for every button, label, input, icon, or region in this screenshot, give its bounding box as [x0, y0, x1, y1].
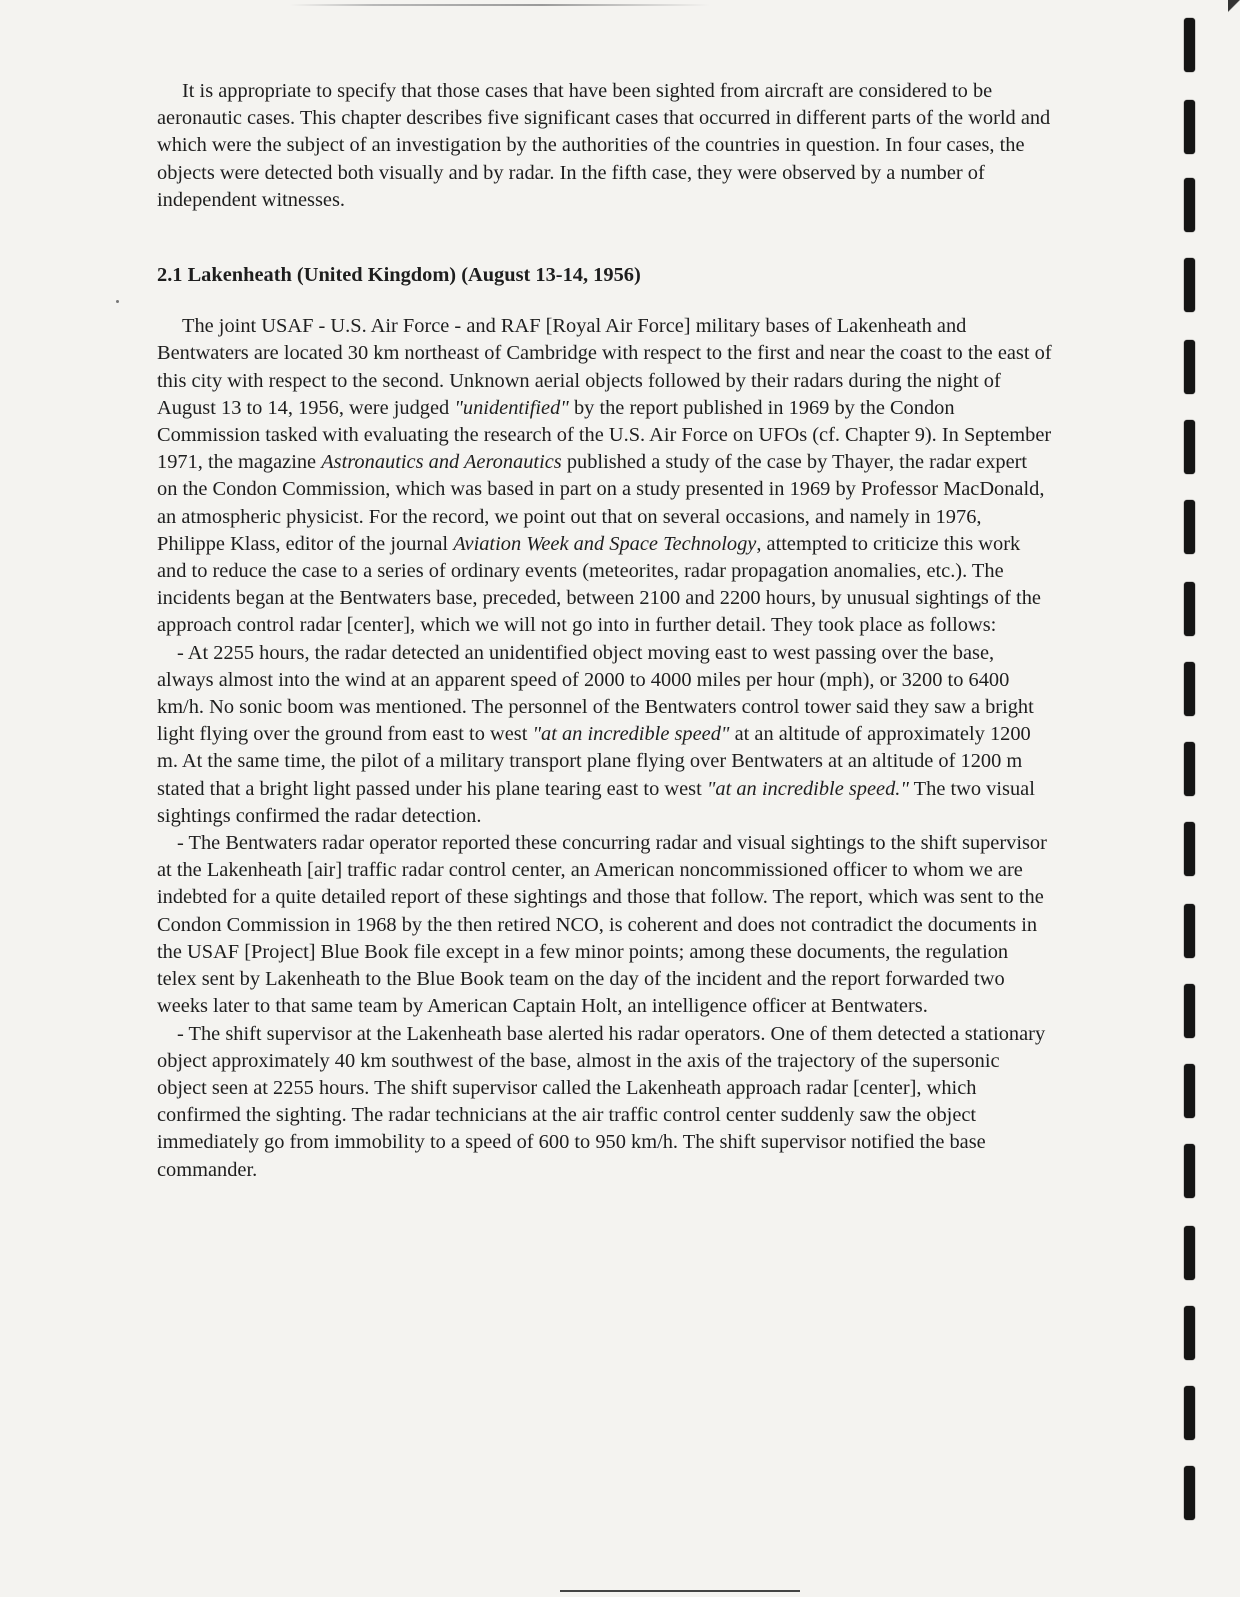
binding-hole: [1184, 984, 1195, 1038]
binding-hole: [1184, 100, 1195, 154]
scan-top-edge-line: [290, 4, 710, 6]
scan-speck: [116, 300, 119, 303]
binding-hole: [1184, 1226, 1195, 1280]
magazine-title: Astronautics and Aeronautics: [321, 451, 562, 474]
binding-hole: [1184, 1144, 1195, 1198]
section-paragraph-1: The joint USAF - U.S. Air Force - and RAF [Royal Air Force] military bases of Lakenheath and Bentwaters are located 30 km northeast of Cambridge with respect to the first and near the coast to the east of this city with respect to the second. Unknown aerial objects followed by their radars during the night of August 13 to 14, 1956, were judged "unidentified" by the report published in 1969 by the Condon Commission tasked with evaluating the research of the U.S. Air Force on UFOs (cf. Chapter 9). In September 1971, the magazine Astronautics and Aeronautics published a study of the case by Thayer, the radar expert on the Condon Commission, which was based in part on a study presented in 1969 by Professor MacDonald, an atmospheric physicist. For the record, we point out that on several occasions, and namely in 1976, Philippe Klass, editor of the journal Aviation Week and Space Technology, attempted to criticize this work and to reduce the case to a series of ordinary events (meteorites, radar propagation anomalies, etc.). The incidents began at the Bentwaters base, preceded, between 2100 and 2200 hours, by unusual sightings of the approach control radar [center], which we will not go into in further detail. They took place as follows:: [157, 315, 1052, 637]
binding-hole: [1184, 258, 1195, 312]
bullet-paragraph-2: - The Bentwaters radar operator reported these concurring radar and visual sightings to the shift supervisor at the Lakenheath [air] traffic radar control center, an American noncommissioned officer to whom we are indebted for a quite detailed report of these sightings and those that follow. The report, which was sent to the Condon Commission in 1968 by the then retired NCO, is coherent and does not contradict the documents in the USAF [Project] Blue Book file except in a few minor points; among these documents, the regulation telex sent by Lakenheath to the Blue Book team on the day of the incident and the report forwarded two weeks later to that same team by American Captain Holt, an intelligence officer at Bentwaters.: [157, 832, 1047, 1018]
binding-hole: [1184, 500, 1195, 554]
binding-hole: [1184, 1306, 1195, 1360]
quote-incredible-speed-1: "at an incredible speed": [532, 723, 730, 746]
scan-bottom-edge-line: [560, 1590, 800, 1592]
binding-hole: [1184, 904, 1195, 958]
section-heading: 2.1 Lakenheath (United Kingdom) (August 13-14, 1956): [157, 264, 641, 287]
binding-hole: [1184, 1466, 1195, 1520]
binding-hole: [1184, 582, 1195, 636]
quote-unidentified: "unidentified": [454, 396, 569, 419]
scan-corner-mark: [1228, 0, 1240, 16]
journal-title: Aviation Week and Space Technology: [453, 532, 757, 555]
binding-hole: [1184, 420, 1195, 474]
intro-paragraph: It is appropriate to specify that those cases that have been sighted from aircraft are considered to be aeronautic cases. This chapter describes five significant cases that occurred in different parts of the world and which were the subject of an investigation by the authorities of the countries in question. In four cases, the objects were detected both visually and by radar. In the fifth case, they were observed by a number of independent witnesses.: [157, 80, 1051, 211]
spiral-binding: [1180, 0, 1220, 1597]
bullet-paragraph-3: - The shift supervisor at the Lakenheath base alerted his radar operators. One of them detected a stationary object approximately 40 km southwest of the base, almost in the axis of the trajectory of the supersonic object seen at 2255 hours. The shift supervisor called the Lakenheath approach radar [center], which confirmed the sighting. The radar technicians at the air traffic control center suddenly saw the object immediately go from immobility to a speed of 600 to 950 km/h. The shift supervisor notified the base commander.: [157, 1022, 1046, 1181]
binding-hole: [1184, 742, 1195, 796]
binding-hole: [1184, 1386, 1195, 1440]
page-body: [157, 78, 1052, 1184]
binding-hole: [1184, 18, 1195, 72]
binding-hole: [1184, 340, 1195, 394]
bullet-paragraph-1: - At 2255 hours, the radar detected an unidentified object moving east to west passing over the base, always almost into the wind at an apparent speed of 2000 to 4000 miles per hour (mph), or 3200 to 6400 km/h. No sonic boom was mentioned. The personnel of the Bentwaters control tower said they saw a bright light flying over the ground from east to west "at an incredible speed" at an altitude of approximately 1200 m. At the same time, the pilot of a military transport plane flying over Bentwaters at an altitude of 1200 m stated that a bright light passed under his plane tearing east to west "at an incredible speed." The two visual sightings confirmed the radar detection.: [157, 641, 1035, 827]
quote-incredible-speed-2: "at an incredible speed.": [706, 777, 909, 800]
binding-hole: [1184, 662, 1195, 716]
binding-hole: [1184, 822, 1195, 876]
binding-hole: [1184, 1064, 1195, 1118]
binding-hole: [1184, 178, 1195, 232]
